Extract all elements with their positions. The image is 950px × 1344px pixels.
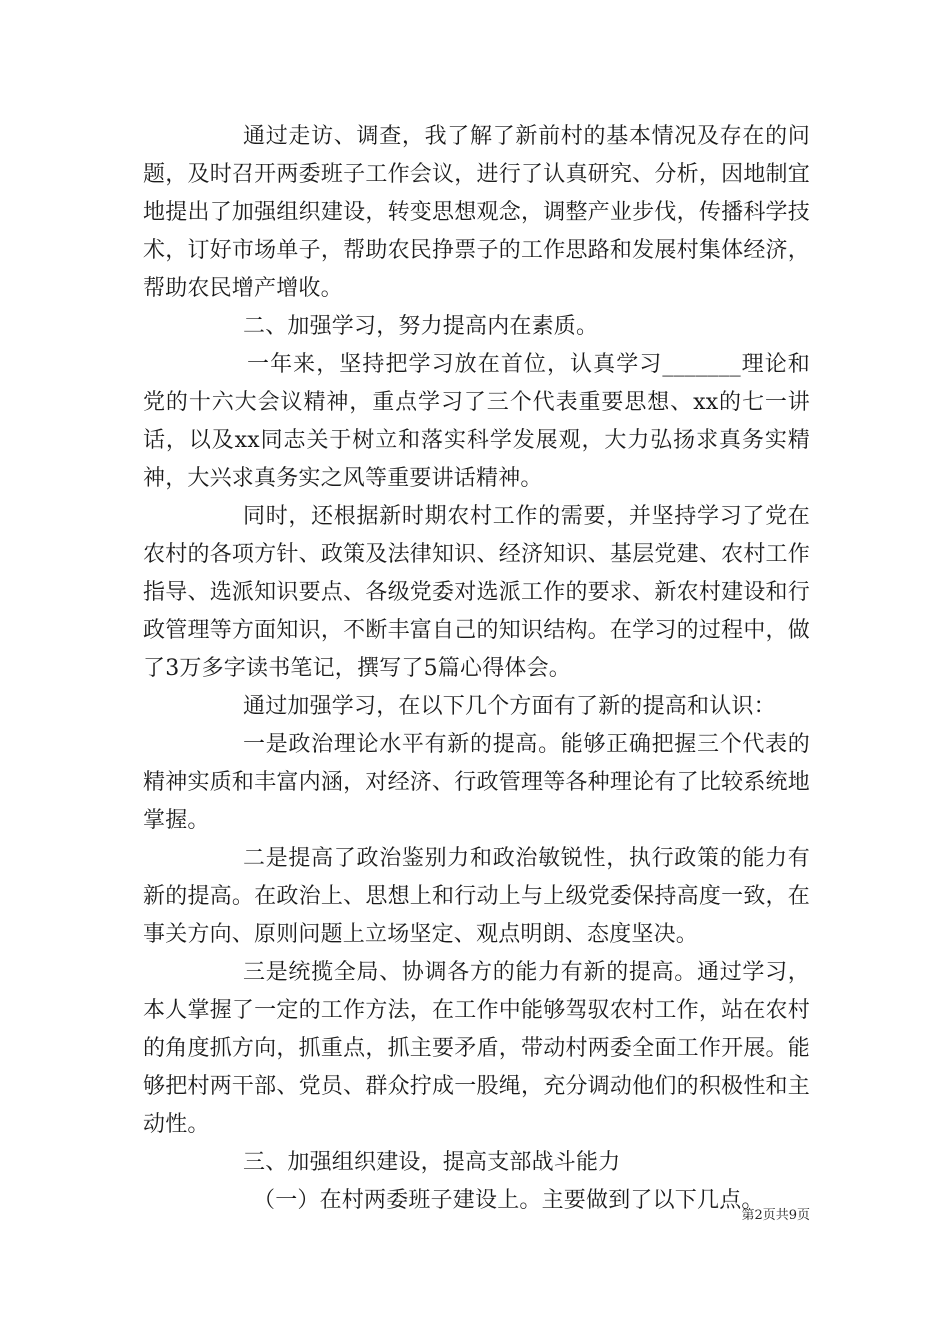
paragraph-point-three: 三是统揽全局、协调各方的能力有新的提高。通过学习，本人掌握了一定的工作方法，在工作中能够驾驭农村工作，站在农村的角度抓方向，抓重点，抓主要矛盾，带动村两委全面工作开展。能够把村两干部、党员、群众拧成一股绳，充分调动他们的积极性和主动性。	[143, 960, 810, 1137]
paragraph-meanwhile: 同时，还根据新时期农村工作的需要，并坚持学习了党在农村的各项方针、政策及法律知识、经济知识、基层党建、农村工作指导、选派知识要点、各级党委对选派工作的要求、新农村建设和行政管理等方面知识，不断丰富自己的知识结构。在学习的过程中，做了3万多字读书笔记，撰写了5篇心得体会。	[143, 504, 810, 681]
subheading-committee-building: （一）在村两委班子建设上。主要做到了以下几点。	[253, 1188, 764, 1213]
paragraph-visit-survey: 通过走访、调查，我了解了新前村的基本情况及存在的问题，及时召开两委班子工作会议，进行了认真研究、分析，因地制宜地提出了加强组织建设，转变思想观念，调整产业步伐，传播科学技术，订好市场单子，帮助农民挣票子的工作思路和发展村集体经济，帮助农民增产增收。	[143, 124, 810, 301]
document-body	[143, 118, 810, 1220]
page-number-footer: 第2页共9页	[741, 1208, 810, 1223]
paragraph-point-one: 一是政治理论水平有新的提高。能够正确把握三个代表的精神实质和丰富内涵，对经济、行政管理等各种理论有了比较系统地掌握。	[143, 732, 810, 833]
paragraph-one-year: 一年来，坚持把学习放在首位，认真学习_______理论和党的十六大会议精神，重点学习了三个代表重要思想、xx的七一讲话，以及xx同志关于树立和落实科学发展观，大力弘扬求真务实精神，大兴求真务实之风等重要讲话精神。	[143, 352, 810, 491]
paragraph-through-study: 通过加强学习，在以下几个方面有了新的提高和认识：	[243, 694, 776, 719]
paragraph-point-two: 二是提高了政治鉴别力和政治敏锐性，执行政策的能力有新的提高。在政治上、思想上和行动上与上级党委保持高度一致，在事关方向、原则问题上立场坚定、观点明朗、态度坚决。	[143, 846, 810, 947]
heading-organization-building: 三、加强组织建设，提高支部战斗能力	[243, 1150, 621, 1175]
heading-strengthen-study: 二、加强学习，努力提高内在素质。	[243, 314, 599, 339]
